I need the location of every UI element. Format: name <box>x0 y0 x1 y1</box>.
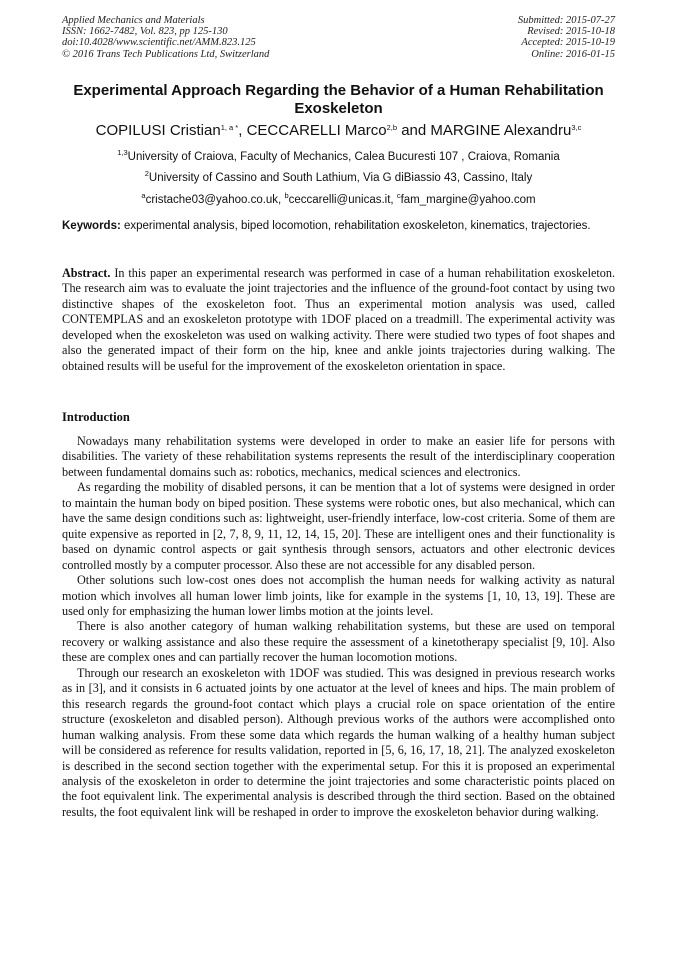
date-revised: Revised: 2015-10-18 <box>527 26 615 38</box>
date-online: Online: 2016-01-15 <box>531 48 615 60</box>
abstract <box>62 266 615 374</box>
author-separator: , <box>238 122 247 139</box>
affiliation-2 <box>62 170 615 186</box>
email-superscript: c <box>396 191 401 200</box>
email-superscript: b <box>284 191 289 200</box>
paper-title: Experimental Approach Regarding the Behavior of a Human Rehabilitation Exoskeleton <box>73 82 604 117</box>
date-accepted: Accepted: 2015-10-19 <box>521 37 615 49</box>
introduction-body <box>62 434 615 820</box>
keywords-label: Keywords: <box>62 220 121 232</box>
email-address: fam_margine@yahoo.com <box>400 194 536 206</box>
affiliation-1 <box>62 149 615 165</box>
affiliation-superscript: 2 <box>144 169 149 178</box>
author-superscript: 1, a * <box>220 123 239 132</box>
paragraph: As regarding the mobility of disabled persons, it can be mention that a lot of systems were designed in order to maintain the human body on biped position. These systems were robotic ones, but also mechanical, which can have the same design conditions such as: lightweight, user-friendly interface, low-cost criteria. Some of them are quite expensive as reported in [2, 7, 8, 9, 11, 12, 14, 15, 20]. These are intelligent ones and their functionality is based on dynamic control aspects or gait synthesis through sensors, actuators and other electronic devices controlled mostly by a computer processor. Also these are not accessible for any disabled person. <box>62 480 615 572</box>
keywords <box>62 219 615 234</box>
author-superscript: 2,b <box>386 123 398 132</box>
author-superscript: 3,c <box>571 123 582 132</box>
affiliation-text: University of Cassino and South Lathium, Via G diBiassio 43, Cassino, Italy <box>148 172 533 184</box>
paragraph: Other solutions such low-cost ones does not accomplish the human needs for walking activity as natural motion which involves all human lower limb joints, like for example in the systems [1, 10, 13, 19]. These are used only for emphasizing the human lower limbs motion at the joints level. <box>62 573 615 618</box>
author-name: MARGINE Alexandru <box>430 122 572 139</box>
section-heading: Introduction <box>62 410 130 424</box>
author-name: COPILUSI Cristian <box>95 122 221 139</box>
journal-doi: doi:10.4028/www.scientific.net/AMM.823.125 <box>62 37 256 49</box>
journal-name: Applied Mechanics and Materials <box>62 15 205 26</box>
paragraph: There is also another category of human walking rehabilitation systems, but these are used on temporal recovery or walking assistance and also these require the assessment of a kinetotherapy specialist [9, 10]. Also these are complex ones and can partially recover the human locomotion motions. <box>62 619 615 665</box>
author-emails <box>62 192 615 208</box>
journal-issn: ISSN: 1662-7482, Vol. 823, pp 125-130 <box>62 26 228 38</box>
journal-info <box>62 15 269 60</box>
abstract-text: In this paper an experimental research was performed in case of a human rehabilitation exoskeleton. The research aim was to evaluate the joint trajectories and the influence of the ground-foot contact by using two distinctive shapes of the exoskeleton foot. Thus an experimental motion analysis was used, called CONTEMPLAS and an exoskeleton prototype with 1DOF placed on a treadmill. The experimental activity was developed when the exoskeleton was used on walking activity. There were studied two types of foot shapes and also the generated impact of their form on the hip, knee and ankle joints trajectories during walking. The obtained results will be useful for the improvement of the exoskeleton orientation in space. <box>62 266 616 373</box>
email-address: cristache03@yahoo.co.uk, <box>145 194 285 206</box>
affiliation-superscript: 1,3 <box>117 148 128 157</box>
submission-dates <box>518 15 615 60</box>
paragraph: Nowadays many rehabilitation systems were developed in order to make an easier life for persons with disabilities. The variety of these rehabilitation systems represents the result of the interdisciplinary cooperation between fundamental domains such as: robotics, mechanics, medical sciences and electronics. <box>62 434 615 479</box>
email-superscript: a <box>141 191 146 200</box>
email-address: ceccarelli@unicas.it, <box>288 194 397 206</box>
author-list <box>40 121 637 141</box>
author-separator: and <box>397 122 431 139</box>
author-name: CECCARELLI Marco <box>246 122 387 139</box>
abstract-label: Abstract. <box>62 266 111 280</box>
affiliation-text: University of Craiova, Faculty of Mechanics, Calea Bucuresti 107 , Craiova, Romania <box>127 151 560 163</box>
keywords-text: experimental analysis, biped locomotion, rehabilitation exoskeleton, kinematics, trajectories. <box>124 220 591 232</box>
journal-copyright: © 2016 Trans Tech Publications Ltd, Switzerland <box>62 48 270 60</box>
paragraph: Through our research an exoskeleton with 1DOF was studied. This was designed in previous research works as in [3], and it consists in 6 actuated joints by one actuator at the level of knees and hips. The main problem of this research regards the ground-foot contact which plays a crucial role on space orientation of the entire structure (exoskeleton and disabled person). Although previous works of the authors were accomplished onto human walking analysis. From these some data which regards the human walking of a healthy human subject will be considered as reference for results validation, reported in [5, 6, 16, 17, 18, 21]. The analyzed exoskeleton is described in the second section together with the experimental setup. For this it is proposed an experimental analysis of the exoskeleton in order to determine the joint trajectories and some characteristic points placed on the foot equivalent link. The experimental analysis is described through the third section. Based on the obtained results, the foot equivalent link will be reshaped in order to improve the exoskeleton behavior during walking. <box>62 665 615 819</box>
date-submitted: Submitted: 2015-07-27 <box>517 15 615 26</box>
